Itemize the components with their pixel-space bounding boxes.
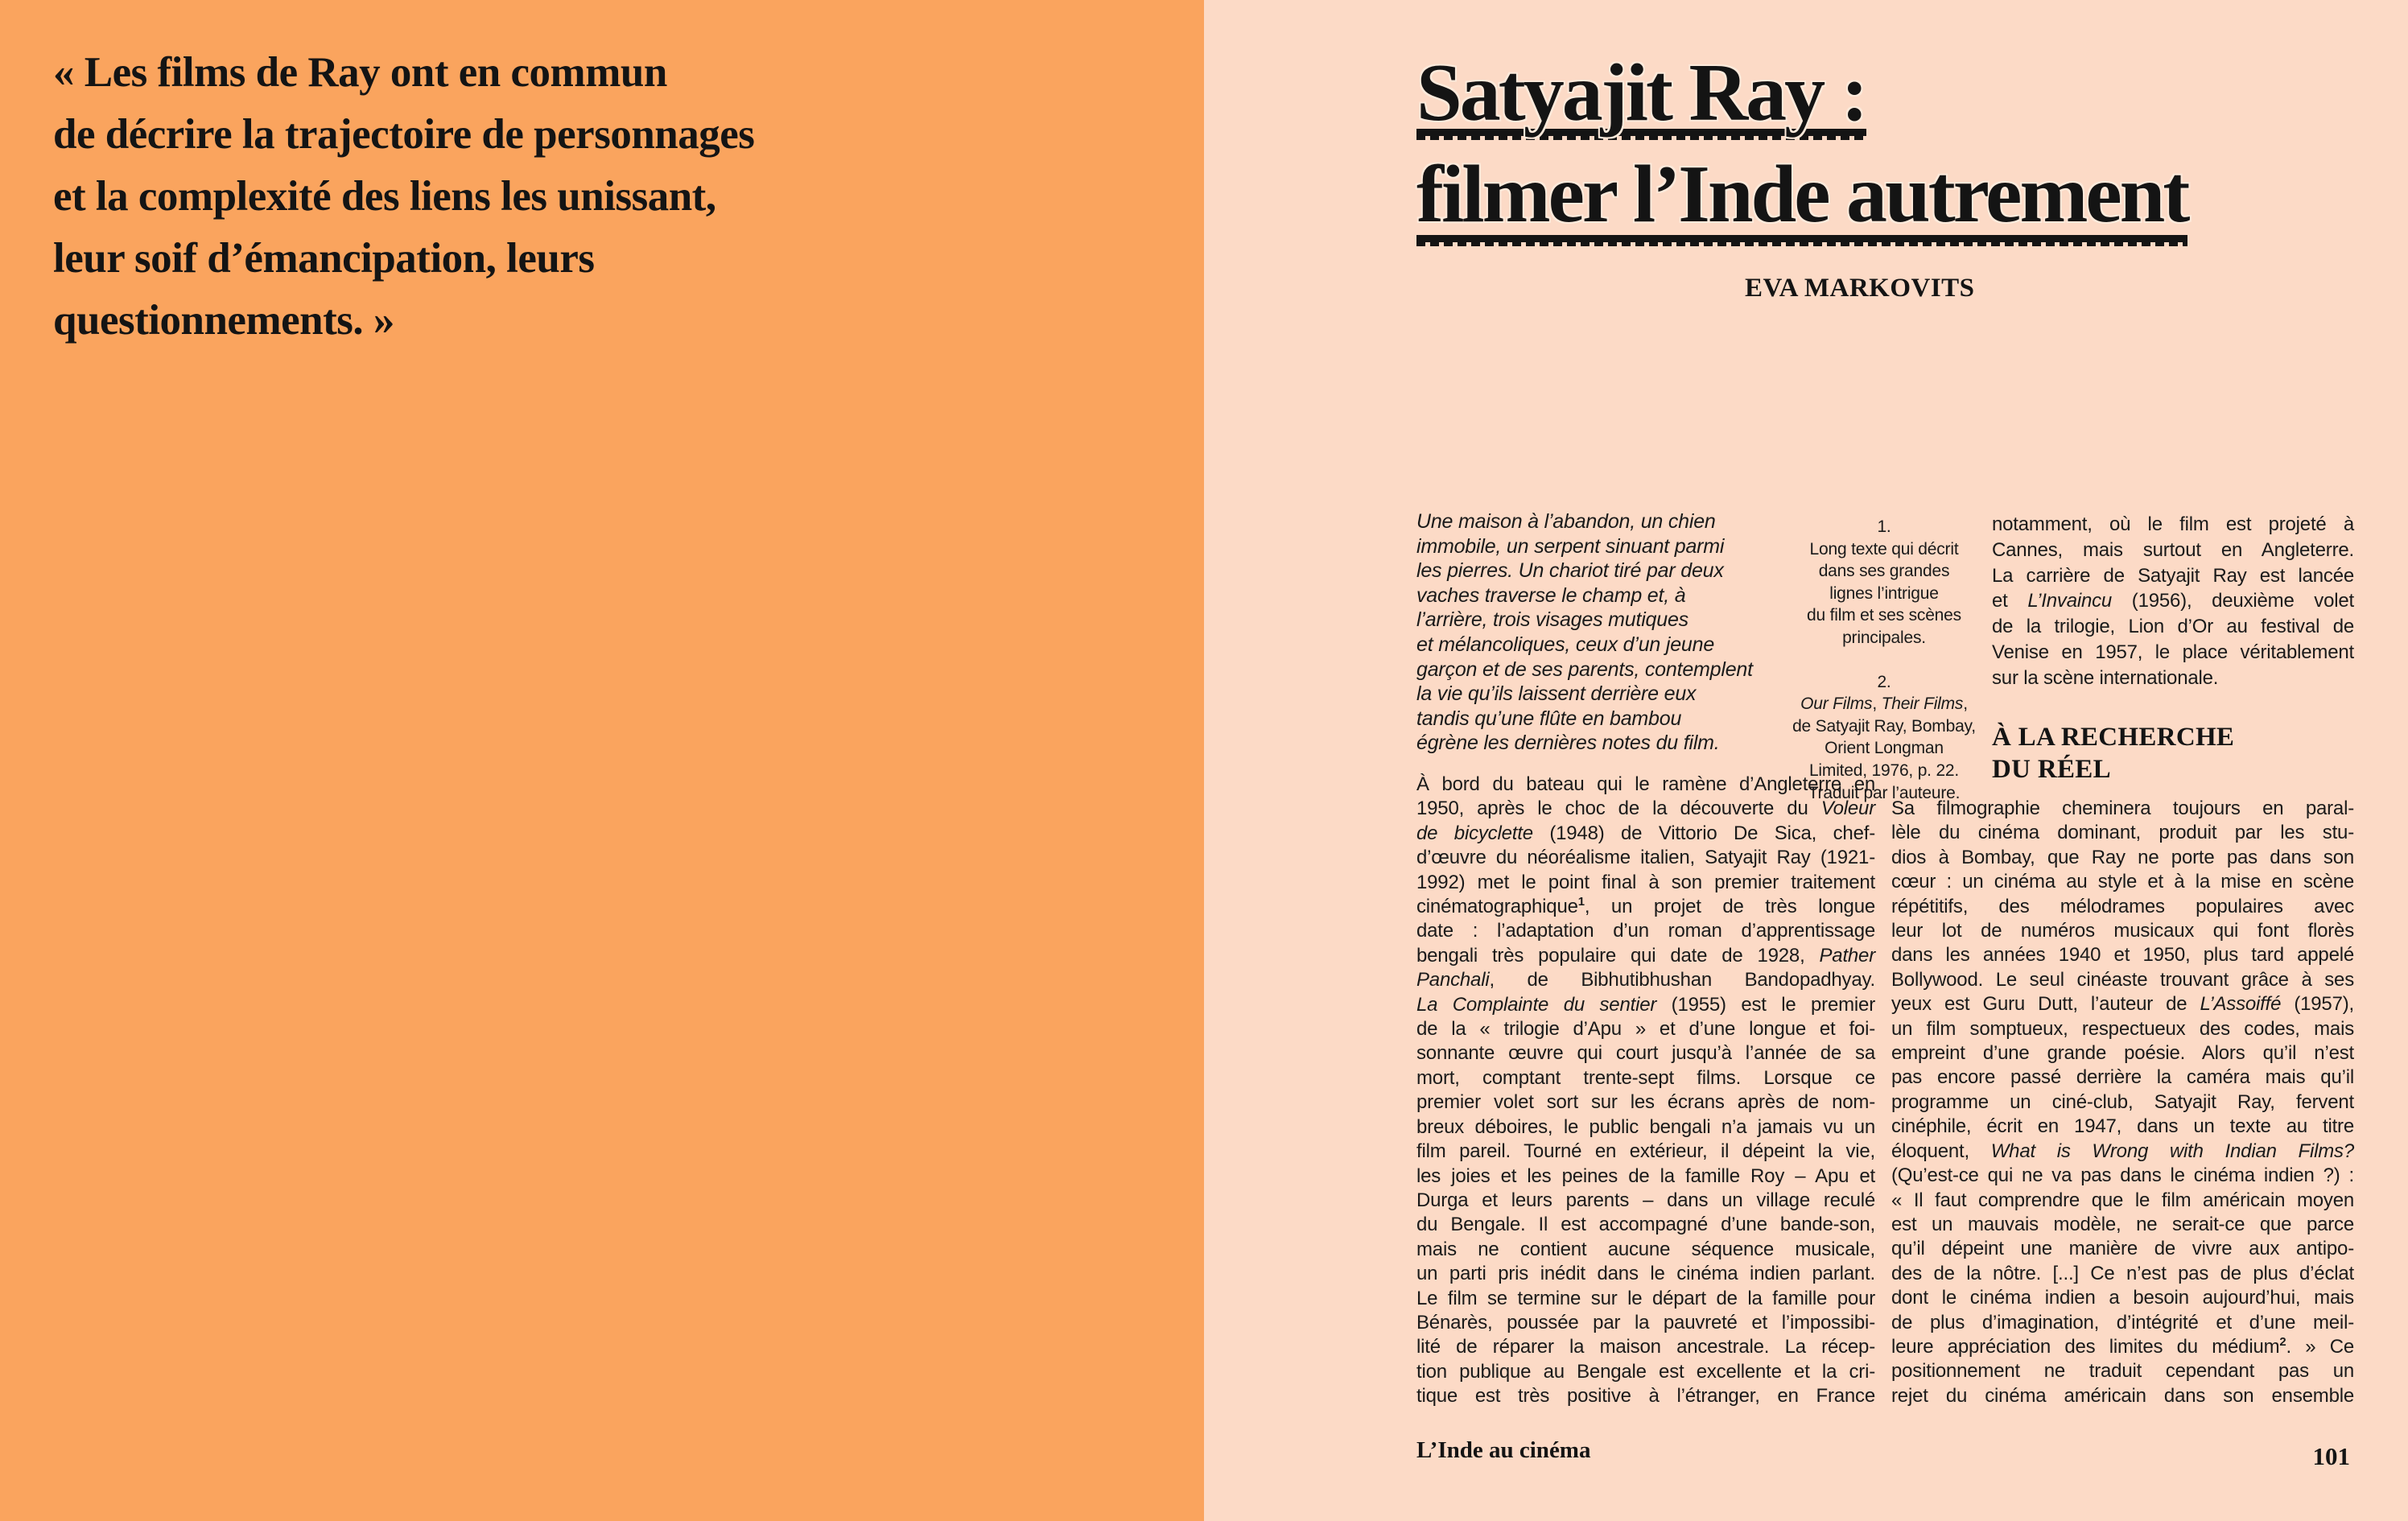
text-line: mort, comptant trente-sept films. Lorsque ce xyxy=(1416,1066,1875,1089)
text-line: de plus d’imagination, d’intégrité et d’une meil- xyxy=(1891,1311,2354,1333)
pull-quote xyxy=(53,42,1099,352)
text-line: bengali très populaire qui date de 1928, Pather xyxy=(1416,944,1875,967)
text-line: les pierres. Un chariot tiré par deux xyxy=(1416,559,1724,583)
text-line: tique est très positive à l’étranger, en France xyxy=(1416,1385,1875,1408)
lead-column-paragraph xyxy=(1992,512,2354,691)
text-line: Le film se termine sur le départ de la famille pour xyxy=(1416,1287,1875,1309)
text-line: film pareil. Tourné en extérieur, il dépeint la vie, xyxy=(1416,1140,1875,1163)
text-line: leure appréciation des limites du médium$^2$. » Ce xyxy=(1891,1335,2354,1358)
text-line: notamment, où le film est projeté à xyxy=(1992,513,2354,535)
text-line: Bénarès, poussée par la pauvreté et l’impossibi- xyxy=(1416,1311,1875,1333)
text-line: « Les films de Ray ont en commun xyxy=(53,49,667,96)
article-title-text-1: Satyajit Ray : xyxy=(1416,47,1866,138)
text-line: Cannes, mais surtout en Angleterre. xyxy=(1992,538,2354,561)
text-line: leur soif d’émancipation, leurs xyxy=(53,235,595,282)
footnote-1 xyxy=(1767,516,2001,649)
text-line: Traduit par l’auteure. xyxy=(1808,783,1961,802)
text-line: La Complainte du sentier (1955) est le premier xyxy=(1416,993,1875,1016)
text-line: La carrière de Satyajit Ray est lancée xyxy=(1992,564,2354,587)
text-line: garçon et de ses parents, contemplent xyxy=(1416,657,1753,681)
text-line: lignes l’intrigue xyxy=(1829,583,1939,603)
text-line: tandis qu’une flûte en bambou xyxy=(1416,707,1682,730)
text-line: positionnement ne traduit cependant pas un xyxy=(1891,1360,2354,1383)
text-line: de bicyclette (1948) de Vittorio De Sica, chef- xyxy=(1416,822,1875,844)
text-line: Durga et leurs parents – dans un village reculé xyxy=(1416,1189,1875,1211)
text-line: Bollywood. Le seul cinéaste trouvant grâce à ses xyxy=(1891,968,2354,991)
text-line: les joies et les peines de la famille Roy – Apu et xyxy=(1416,1164,1875,1187)
text-line: du Bengale. Il est accompagné d’une bande-son, xyxy=(1416,1214,1875,1236)
text-line: de la « trilogie d’Apu » et d’une longue et foi- xyxy=(1416,1018,1875,1041)
text-line: empreint d’une grande poésie. Alors qu’il n’est xyxy=(1891,1042,2354,1065)
text-line: est un mauvais modèle, ne serait-ce que parce xyxy=(1891,1213,2354,1235)
text-line: sonnante œuvre qui court jusqu’à l’année de sa xyxy=(1416,1042,1875,1065)
text-line: répétitifs, des mélodrames populaires avec xyxy=(1891,895,2354,917)
body-column-2 xyxy=(1891,797,2354,1408)
right-page xyxy=(1204,0,2408,1521)
section-heading xyxy=(1992,721,2234,785)
text-line: et L’Invaincu (1956), deuxième volet xyxy=(1992,590,2354,612)
text-line: questionnements. » xyxy=(53,297,394,344)
text-line: 1950, après le choc de la découverte du Voleur xyxy=(1416,798,1875,820)
text-line: cinéphile, écrit en 1947, dans un texte au titre xyxy=(1891,1115,2354,1138)
text-line: cinématographique$^1$, un projet de très longue xyxy=(1416,896,1875,918)
article-title-line-2 xyxy=(1416,148,2187,246)
text-line: éloquent, What is Wrong with Indian Films? xyxy=(1891,1140,2354,1162)
text-line: À LA RECHERCHE xyxy=(1992,723,2235,752)
text-line: programme un ciné-club, Satyajit Ray, fervent xyxy=(1891,1090,2354,1113)
text-line: vaches traverse le champ et, à xyxy=(1416,583,1686,607)
text-line: sur la scène internationale. xyxy=(1992,666,2219,689)
text-line: qu’il dépeint une manière de vivre aux antipo- xyxy=(1891,1238,2354,1260)
text-line: yeux est Guru Dutt, l’auteur de L’Assoiffé (1957), xyxy=(1891,993,2354,1016)
text-line: Our Films, Their Films, xyxy=(1800,695,1968,714)
text-line: Une maison à l’abandon, un chien xyxy=(1416,510,1716,533)
text-line: dans les années 1940 et 1950, plus tard appelé xyxy=(1891,944,2354,967)
text-line: « Il faut comprendre que le film américain moyen xyxy=(1891,1189,2354,1211)
text-line: Panchali, de Bibhutibhushan Bandopadhyay. xyxy=(1416,969,1875,991)
text-line: date : l’adaptation d’un roman d’apprentissage xyxy=(1416,920,1875,942)
text-line: de Satyajit Ray, Bombay, xyxy=(1792,716,1976,736)
text-line: cœur : un cinéma au style et à la mise en scène xyxy=(1891,871,2354,893)
text-line: et mélancoliques, ceux d’un jeune xyxy=(1416,633,1715,656)
text-line: dans ses grandes xyxy=(1818,562,1950,581)
text-line: Sa filmographie cheminera toujours en paral- xyxy=(1891,798,2354,819)
text-line: dios à Bombay, que Ray ne porte pas dans son xyxy=(1891,846,2354,868)
article-title xyxy=(1416,47,2187,254)
article-title-text-2: filmer l’Inde autrement xyxy=(1416,149,2188,240)
text-line: et la complexité des liens les unissant, xyxy=(53,173,716,220)
text-line: Long texte qui décrit xyxy=(1809,539,1959,559)
text-line: d’œuvre du néoréalisme italien, Satyajit Ray (1921- xyxy=(1416,847,1875,869)
text-line: des de la nôtre. [...] Ce n’est pas de plus d’éclat xyxy=(1891,1262,2354,1284)
text-line: l’arrière, trois visages mutiques xyxy=(1416,608,1688,632)
text-line: dont le cinéma indien a besoin aujourd’hui, mais xyxy=(1891,1287,2354,1309)
body-column-1 xyxy=(1416,773,1875,1409)
text-line: Limited, 1976, p. 22. xyxy=(1808,760,1960,780)
text-line: 1992) met le point final à son premier traitement xyxy=(1416,871,1875,893)
text-line: Venise en 1957, le place véritablement xyxy=(1992,641,2354,663)
intro-paragraph xyxy=(1416,509,1787,756)
text-line: principales. xyxy=(1842,628,1926,647)
text-line: de décrire la trajectoire de personnages xyxy=(53,111,755,158)
text-line: un parti pris inédit dans le cinéma indien parlant. xyxy=(1416,1263,1875,1285)
author-byline: EVA MARKOVITS xyxy=(1745,274,1975,303)
text-line: (Qu’est-ce qui ne va pas dans le cinéma indien ?) : xyxy=(1891,1164,2354,1187)
text-line: du film et ses scènes xyxy=(1807,606,1961,625)
text-line: tion publique au Bengale est excellente et la cri- xyxy=(1416,1360,1875,1383)
text-line: breux déboires, le public bengali n’a jamais vu un xyxy=(1416,1115,1875,1138)
text-line: lèle du cinéma dominant, produit par les stu- xyxy=(1891,822,2354,844)
text-line: Orient Longman xyxy=(1825,739,1944,758)
article-title-line-1 xyxy=(1416,47,1866,140)
text-line: À bord du bateau qui le ramène d’Angleterre en xyxy=(1416,773,1875,795)
text-line: immobile, un serpent sinuant parmi xyxy=(1416,534,1725,558)
footnote-1-text xyxy=(1767,538,2001,649)
footnote-1-number: 1. xyxy=(1877,517,1891,536)
text-line: mais ne contient aucune séquence musicale, xyxy=(1416,1238,1875,1260)
text-line: un film somptueux, respectueux des codes, mais xyxy=(1891,1017,2354,1040)
text-line: rejet du cinéma américain dans son ensemble xyxy=(1891,1384,2354,1407)
text-line: égrène les dernières notes du film. xyxy=(1416,732,1720,755)
text-line: lité de réparer la maison ancestrale. La récep- xyxy=(1416,1336,1875,1358)
text-line: premier volet sort sur les écrans après de nom- xyxy=(1416,1091,1875,1114)
text-line: de la trilogie, Lion d’Or au festival de xyxy=(1992,616,2354,638)
page-number: 101 xyxy=(2312,1442,2350,1470)
text-line: DU RÉEL xyxy=(1992,755,2111,784)
footnote-2-number: 2. xyxy=(1877,672,1891,691)
text-line: leur lot de numéros musicaux qui font florès xyxy=(1891,920,2354,942)
text-line: la vie qu’ils laissent derrière eux xyxy=(1416,682,1697,706)
running-footer: L’Inde au cinéma xyxy=(1416,1437,1591,1463)
text-line: pas encore passé derrière la caméra mais qu’il xyxy=(1891,1066,2354,1089)
